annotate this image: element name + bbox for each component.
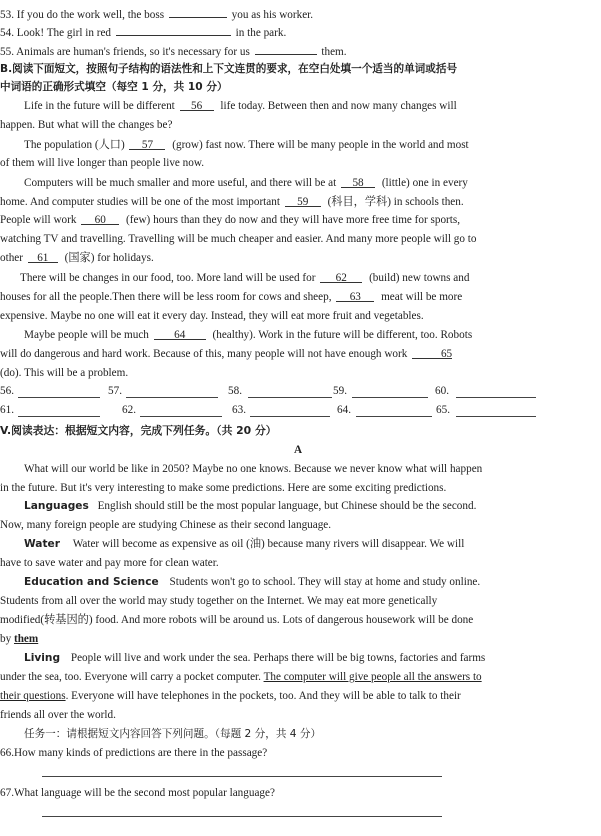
q53-text-a: 53. If you do the work well, the boss [0, 9, 165, 21]
question-54 [0, 24, 286, 41]
underlined-sentence-part-2: their questions [0, 690, 66, 702]
answer-line-58[interactable] [248, 397, 332, 398]
passage-text: (few) hours than they do now and they will have more free time for sports, [126, 214, 461, 226]
answer-line-67[interactable] [42, 816, 442, 817]
passage-line-11 [0, 290, 462, 305]
underlined-them: them [13, 633, 39, 645]
answer-line-66[interactable] [42, 776, 442, 777]
reading-line-2: in the future. But it's very interesting to make some predictions. Here are some exciting predictions. [0, 482, 447, 494]
answer-label-59: 59. [333, 385, 347, 397]
answer-line-56[interactable] [18, 397, 100, 398]
passage-line-15: (do). This will be a problem. [0, 367, 129, 379]
passage-text: (grow) fast now. There will be many people in the world and most [172, 139, 469, 151]
answer-label-57: 57. [108, 385, 122, 397]
languages-para-line-1 [24, 499, 476, 514]
passage-line-6 [0, 195, 464, 210]
water-label: Water [24, 538, 60, 550]
passage-text: Life in the future will be different [24, 100, 175, 112]
passage-line-8: watching TV and travelling. Travelling will be much cheaper and easier. And many more people will go to [0, 233, 477, 245]
question-66: 66.How many kinds of predictions are there in the passage? [0, 747, 268, 759]
answer-line-57[interactable] [126, 397, 218, 398]
languages-label: Languages [24, 500, 89, 512]
passage-line-1 [24, 99, 457, 114]
answer-line-63[interactable] [250, 416, 330, 417]
answer-label-65: 65. [436, 404, 450, 416]
education-para-line-3: modified(转基因的) food. And more robots will be around us. Lots of dangerous housework will be done [0, 614, 474, 626]
passage-text: home. And computer studies will be one of the most important [0, 196, 280, 208]
passage-text: other [0, 252, 23, 264]
question-55 [0, 43, 347, 60]
passage-text: houses for all the people.Then there will be less room for cows and sheep, [0, 291, 332, 303]
passage-line-13 [24, 328, 472, 343]
blank-65[interactable]: 65 [412, 347, 452, 359]
answer-label-63: 63. [232, 404, 246, 416]
passage-line-5 [24, 176, 468, 191]
passage-line-2: happen. But what will the changes be? [0, 119, 173, 131]
languages-para-line-2: Now, many foreign people are studying Chinese as their second language. [0, 519, 332, 531]
task-one-heading: 任务一：请根据短文内容回答下列问题。（每题 2 分，共 4 分） [24, 728, 322, 740]
answer-label-62: 62. [122, 404, 136, 416]
section-v-heading: V.阅读表达：根据短文内容，完成下列任务。（共 20 分） [0, 424, 277, 437]
blank-61[interactable]: 61 [28, 251, 58, 263]
answer-label-64: 64. [337, 404, 351, 416]
reading-text: English should still be the most popular language, but Chinese should be the second. [97, 500, 477, 512]
passage-line-3 [24, 138, 469, 153]
q54-blank[interactable] [116, 24, 231, 36]
water-para-line-2: have to save water and pay more for clean water. [0, 557, 219, 569]
blank-58[interactable]: 58 [341, 176, 375, 188]
passage-text: The population (人口) [24, 139, 125, 151]
passage-text: (build) new towns and [369, 272, 470, 284]
q55-blank[interactable] [255, 43, 317, 55]
passage-line-7 [0, 213, 460, 228]
living-label: Living [24, 652, 61, 664]
section-b-heading-line2: 中词语的正确形式填空（每空 1 分，共 10 分） [0, 81, 228, 93]
blank-57[interactable]: 57 [129, 138, 165, 150]
passage-text: (healthy). Work in the future will be different, too. Robots [212, 329, 473, 341]
answer-line-60[interactable] [456, 397, 536, 398]
passage-text: People will work [0, 214, 77, 226]
answer-line-65[interactable] [456, 416, 536, 417]
reading-text: . Everyone will have telephones in the pockets, too. And they will be able to talk to their [65, 690, 461, 702]
education-para-line-2: Students from all over the world may study together on the Internet. We may eat more genetically [0, 595, 438, 607]
q53-blank[interactable] [169, 6, 227, 18]
blank-60[interactable]: 60 [81, 213, 119, 225]
answer-line-64[interactable] [356, 416, 432, 417]
passage-line-9 [0, 251, 154, 266]
reading-text: under the sea, too. Everyone will carry a pocket computer. [0, 671, 261, 683]
section-b-heading-line1: B.阅读下面短文，按照句子结构的语法性和上下文连贯的要求，在空白处填一个适当的单词或括号 [0, 63, 458, 75]
answer-label-58: 58. [228, 385, 242, 397]
q55-text-b: them. [321, 46, 347, 58]
living-para-line-4: friends all over the world. [0, 709, 116, 721]
blank-56[interactable]: 56 [180, 99, 214, 111]
passage-line-12: expensive. Maybe no one will eat it every day. Instead, they will eat more fruit and vegetables. [0, 310, 424, 322]
q54-text-b: in the park. [235, 27, 287, 39]
passage-text: (国家) for holidays. [64, 252, 154, 264]
q53-text-b: you as his worker. [231, 9, 314, 21]
passage-text: will do dangerous and hard work. Because of this, many people will not have enough work [0, 348, 408, 360]
passage-text: There will be changes in our food, too. More land will be used for [20, 272, 316, 284]
reading-text: People will live and work under the sea. Perhaps there will be big towns, factories and farms [70, 652, 486, 664]
blank-64[interactable]: 64 [154, 328, 206, 340]
education-label: Education and Science [24, 576, 159, 588]
underlined-sentence-part-1: The computer will give people all the answers to [263, 671, 482, 683]
passage-text: (科目，学科) in schools then. [327, 196, 464, 208]
passage-line-14 [0, 347, 456, 362]
answer-label-61: 61. [0, 404, 14, 416]
reading-text: Water will become as expensive as oil (油) because many rivers will disappear. We will [72, 538, 465, 550]
blank-62[interactable]: 62 [320, 271, 362, 283]
living-para-line-3 [0, 689, 461, 704]
reading-text: Students won't go to school. They will stay at home and study online. [169, 576, 481, 588]
blank-59[interactable]: 59 [285, 195, 321, 207]
reading-text: by [0, 633, 12, 645]
q55-text-a: 55. Animals are human's friends, so it's necessary for us [0, 46, 250, 58]
reading-line-1: What will our world be like in 2050? Maybe no one knows. Because we never know what will happen [24, 463, 483, 475]
passage-line-4: of them will live longer than people live now. [0, 157, 205, 169]
living-para-line-2 [0, 670, 482, 685]
passage-text: meat will be more [381, 291, 463, 303]
education-para-line-4 [0, 632, 38, 647]
answer-label-60: 60. [435, 385, 449, 397]
question-53 [0, 6, 313, 23]
education-para-line-1 [24, 575, 480, 590]
answer-line-62[interactable] [140, 416, 222, 417]
answer-label-56: 56. [0, 385, 14, 397]
answer-line-61[interactable] [18, 416, 100, 417]
question-67: 67.What language will be the second most popular language? [0, 787, 275, 799]
passage-a-label: A [294, 444, 303, 456]
answer-line-59[interactable] [352, 397, 428, 398]
passage-text: Computers will be much smaller and more useful, and there will be at [24, 177, 337, 189]
q54-text-a: 54. Look! The girl in red [0, 27, 112, 39]
living-para-line-1 [24, 651, 485, 666]
water-para-line-1 [24, 537, 464, 552]
passage-text: (little) one in every [381, 177, 468, 189]
passage-text: Maybe people will be much [24, 329, 149, 341]
passage-text: life today. Between then and now many changes will [220, 100, 457, 112]
passage-line-10 [20, 271, 469, 286]
blank-63[interactable]: 63 [336, 290, 374, 302]
